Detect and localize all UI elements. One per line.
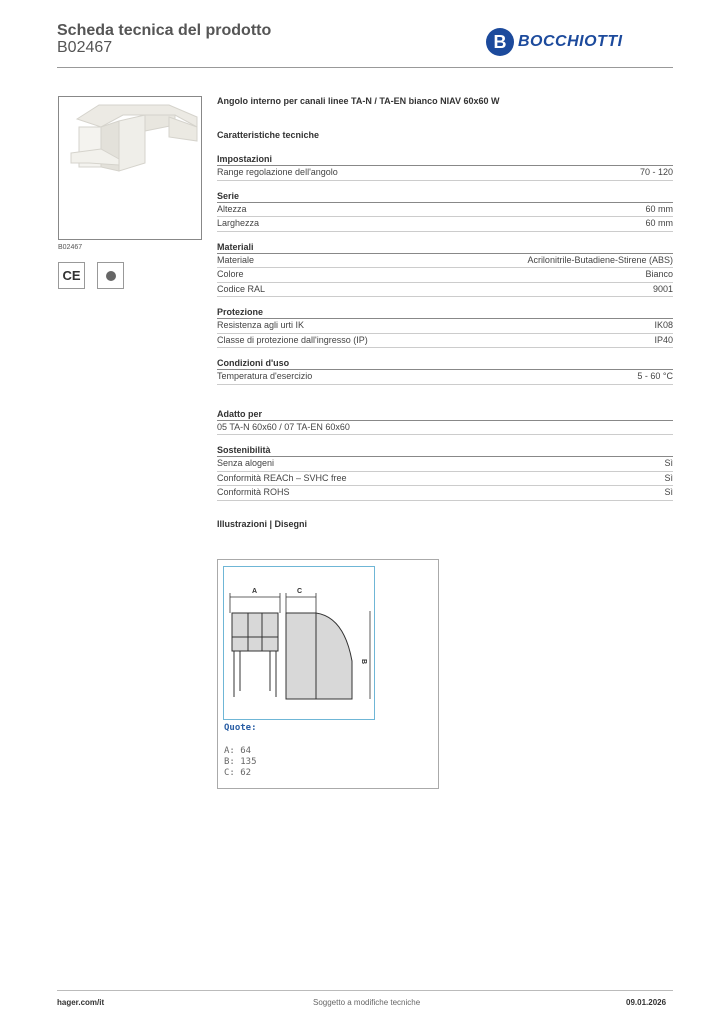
product-description: Angolo interno per canali linee TA-N / TA-EN bianco NIAV 60x60 W: [217, 96, 500, 106]
section-title: Condizioni d'uso: [217, 358, 673, 370]
spec-row: [217, 421, 673, 436]
page-title: Scheda tecnica del prodotto: [57, 22, 272, 39]
spec-row: [217, 370, 673, 385]
product-code: B02467: [57, 39, 113, 56]
spec-label: Larghezza: [217, 218, 260, 228]
drawing-panel: [217, 559, 439, 789]
section-title: Adatto per: [217, 409, 673, 421]
spec-row: [217, 486, 673, 501]
spec-value: 60 mm: [645, 203, 673, 214]
spec-value: IP40: [654, 334, 673, 345]
spec-row: [217, 283, 673, 298]
ce-mark-icon: CE: [62, 268, 81, 283]
brand-logo: [486, 28, 623, 56]
spec-row: [217, 166, 673, 181]
technical-drawing: [223, 566, 375, 720]
spec-row: [217, 254, 673, 269]
spec-row: [217, 217, 673, 232]
spec-row: [217, 203, 673, 218]
illustrations-title: Illustrazioni | Disegni: [217, 518, 308, 529]
spec-value: Sì: [664, 472, 673, 483]
section-title: Serie: [217, 191, 673, 203]
spec-row: [217, 457, 673, 472]
header-divider: [57, 67, 673, 68]
spec-row: [217, 334, 673, 349]
section-serie: [217, 191, 673, 232]
footer-divider: [57, 990, 673, 991]
spec-label: Conformità ROHS: [217, 487, 290, 497]
section-title: Materiali: [217, 242, 673, 254]
section-title: Protezione: [217, 307, 673, 319]
quote-c: C: 62: [224, 768, 252, 778]
spec-row: [217, 472, 673, 487]
section-condizioni: [217, 358, 673, 385]
characteristics-title: Caratteristiche tecniche: [217, 130, 320, 140]
spec-label: Altezza: [217, 203, 247, 214]
spec-value: Acrilonitrile-Butadiene-Stirene (ABS): [527, 254, 673, 265]
spec-label: Conformità REACh – SVHC free: [217, 472, 347, 483]
spec-value: 9001: [652, 283, 673, 294]
section-impostazioni: [217, 154, 673, 181]
dimension-drawing-icon: [224, 567, 374, 719]
spec-value: IK08: [654, 320, 673, 330]
footer-note: Soggetto a modifiche tecniche: [313, 998, 421, 1007]
spec-label: Colore: [217, 269, 244, 279]
spec-label: 05 TA-N 60x60 / 07 TA-EN 60x60: [217, 421, 350, 432]
spec-label: Range regolazione dell'angolo: [217, 167, 338, 177]
section-title: Impostazioni: [217, 154, 673, 166]
spec-value: 70 - 120: [639, 167, 673, 177]
brand-mark-icon: B: [486, 28, 514, 56]
section-sostenibilita: [217, 445, 673, 501]
dimension-b-label: B: [360, 659, 367, 665]
section-materiali: [217, 242, 673, 298]
technical-sheet: [217, 96, 673, 531]
spec-value: Sì: [664, 458, 673, 468]
dimension-c-label: C: [297, 588, 303, 595]
section-title: Sostenibilità: [217, 445, 673, 457]
dimension-a-label: A: [252, 588, 258, 595]
certification-mark-icon: [106, 271, 116, 281]
quote-b: B: 135: [224, 757, 257, 767]
spec-row: [217, 268, 673, 283]
product-photo: [58, 96, 202, 240]
spec-value: Bianco: [645, 269, 673, 279]
quote-a: A: 64: [224, 746, 252, 756]
spec-value: 60 mm: [645, 218, 673, 228]
product-image-icon: [59, 97, 201, 239]
section-adatto-per: [217, 409, 673, 436]
spec-row: [217, 319, 673, 334]
spec-label: Temperatura d'esercizio: [217, 371, 313, 381]
spec-label: Classe di protezione dall'ingresso (IP): [217, 334, 368, 345]
certification-badge: [97, 262, 124, 289]
spec-label: Resistenza agli urti IK: [217, 320, 305, 330]
spec-label: Codice RAL: [217, 283, 266, 294]
quotes-title: Quote:: [224, 723, 257, 733]
spec-value: 5 - 60 °C: [637, 371, 673, 381]
spec-label: Senza alogeni: [217, 458, 275, 468]
photo-caption: B02467: [58, 244, 83, 251]
footer-site-link[interactable]: hager.com/it: [57, 998, 105, 1007]
spec-label: Materiale: [217, 254, 255, 265]
ce-badge: [58, 262, 85, 289]
section-protezione: [217, 307, 673, 348]
footer-date: 09.01.2026: [626, 998, 667, 1007]
brand-name: BOCCHIOTTI: [518, 33, 623, 50]
spec-value: Sì: [664, 487, 673, 497]
